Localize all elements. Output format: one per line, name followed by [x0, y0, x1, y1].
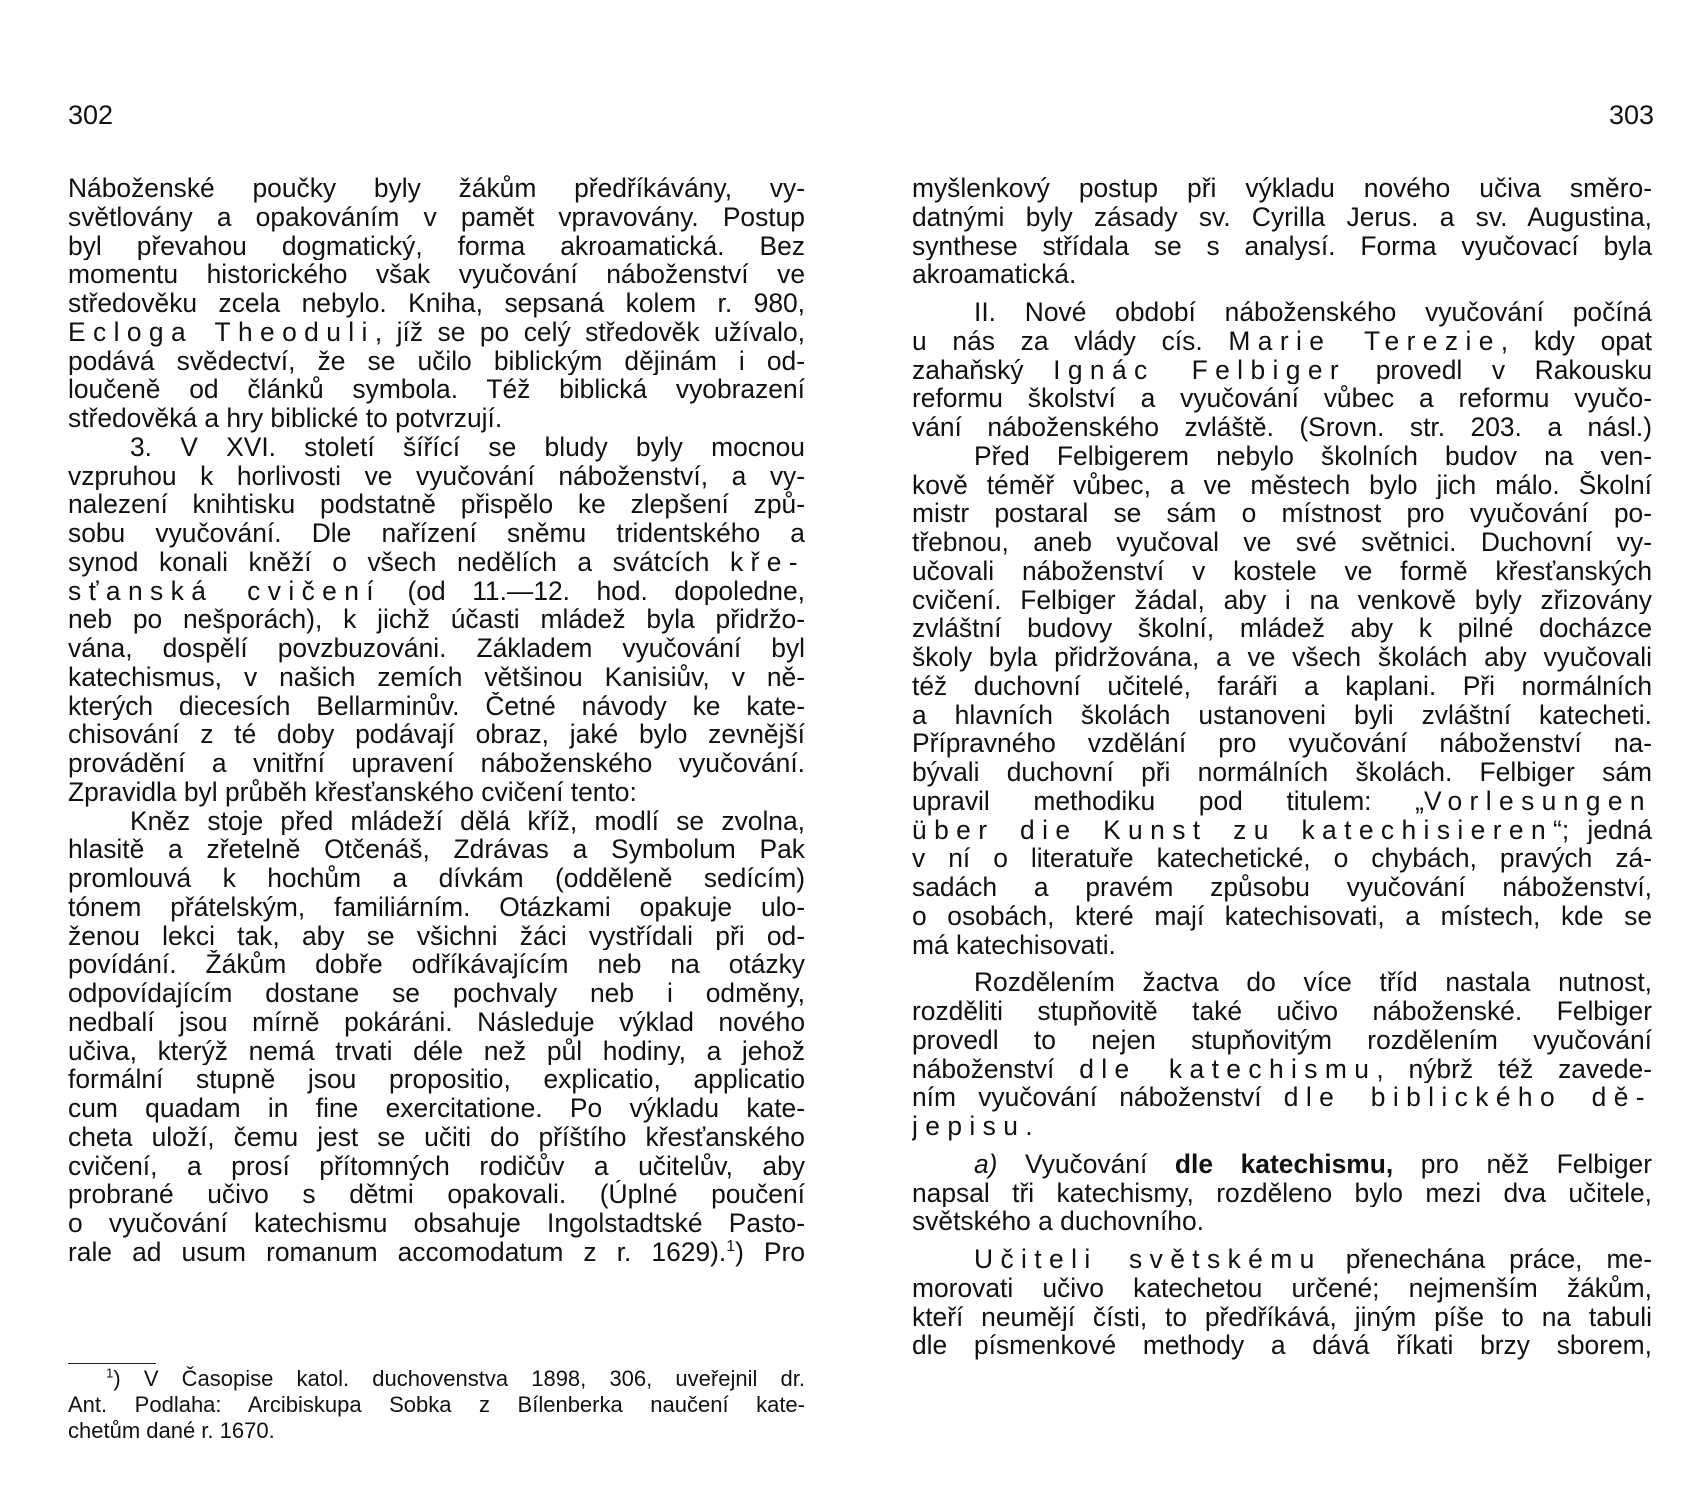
text-run: ženou lekci tak, aby se všichni žáci vystřídali při od-	[68, 921, 805, 951]
text-line	[68, 634, 805, 663]
text-line	[68, 433, 805, 462]
text-line	[68, 548, 805, 577]
text-line	[912, 968, 1652, 997]
text-line	[68, 720, 805, 749]
text-run: katechismus, v našich zemích většinou Kanisiův, v ně-	[68, 662, 805, 692]
spaced-text: kře-	[729, 547, 805, 577]
text-run: a hlavních školách ustanoveni byli zvláštní katecheti.	[912, 700, 1652, 730]
text-line	[68, 692, 805, 721]
text-run: dle katechismu,	[1174, 1149, 1394, 1179]
text-run: tónem přátelským, familiárním. Otázkami opakuje ulo-	[68, 892, 805, 922]
text-run: bývali duchovní při normálních školách. Felbiger sám	[912, 758, 1652, 787]
text-run: odpovídajícím dostane se pochvaly neb i odměny,	[68, 979, 805, 1008]
text-run: , nýbrž též zavede-	[1376, 1054, 1652, 1084]
text-line	[68, 1180, 805, 1209]
text-run: akroamatická.	[912, 260, 1077, 289]
text-run: Rozdělením žactva do více tříd nastala nutnost,	[974, 968, 1652, 997]
text-line	[912, 1150, 1652, 1179]
text-run: rale ad usum romanum accomodatum z r. 1629).	[68, 1237, 727, 1267]
text-run: , jíž se po celý středověk užívalo,	[374, 317, 805, 347]
text-run: loučeně od článků symbola. Též biblická vyobrazení	[68, 375, 805, 404]
text-line	[912, 413, 1652, 442]
text-line	[912, 701, 1652, 730]
text-run: byl převahou dogmatický, forma akroamatická. Bez	[68, 231, 805, 261]
text-run: učovali náboženství v kostele ve formě křesťanských	[912, 556, 1652, 586]
text-line	[68, 490, 805, 519]
text-run: středověká a hry biblické to potvrzují.	[68, 404, 503, 433]
text-run: chetům dané r. 1670.	[68, 1418, 275, 1443]
text-line	[912, 787, 1652, 816]
spaced-text: dle katechismu	[1079, 1054, 1377, 1084]
text-line	[912, 298, 1652, 327]
footnote-marker: 1	[106, 1366, 114, 1381]
text-line	[68, 1209, 805, 1238]
text-run: v ní o literatuře katechetické, o chybách, pravých zá-	[912, 844, 1652, 873]
text-line	[68, 404, 805, 433]
text-line	[912, 902, 1652, 931]
text-line	[912, 260, 1652, 289]
text-run: podává svědectví, že se učilo biblickým dějinám i od-	[68, 346, 805, 376]
text-run: školy byla přidržována, a ve všech školách aby vyučovali	[912, 643, 1652, 672]
text-line	[912, 499, 1652, 528]
text-line	[912, 1179, 1652, 1208]
spaced-text: sťanská cvičení	[68, 576, 382, 606]
text-line	[68, 1008, 805, 1037]
paragraph-gap	[912, 289, 1652, 298]
text-line	[912, 729, 1652, 758]
text-run: mistr postaral se sám o místnost pro vyučování po-	[912, 499, 1652, 528]
text-line	[68, 232, 805, 261]
text-run: hlasitě a zřetelně Otčenáš, Zdrávas a Symbolum Pak	[68, 835, 805, 864]
text-run: povídání. Žákům dobře odříkávajícím neb na otázky	[68, 950, 805, 979]
text-line	[912, 672, 1652, 701]
text-run: u nás za vlády cís.	[912, 326, 1229, 356]
text-run: učiva, kterýž nemá trvati déle než půl hodiny, a jehož	[68, 1036, 805, 1066]
text-line	[912, 232, 1652, 261]
text-line	[68, 1238, 805, 1267]
text-run: morovati učivo katechetou určené; nejmenším žákům,	[912, 1273, 1652, 1303]
paragraph-gap	[912, 1236, 1652, 1245]
text-line	[68, 203, 805, 232]
text-run: cum quadam in fine exercitatione. Po výkladu kate-	[68, 1094, 805, 1123]
text-run: středověku zcela nebylo. Kniha, sepsaná kolem r. 980,	[68, 289, 805, 318]
text-line	[68, 807, 805, 836]
text-line	[68, 922, 805, 951]
text-run: promlouvá k hochům a dívkám (odděleně sedícím)	[68, 864, 805, 893]
text-run: sobu vyučování. Dle nařízení sněmu tridentského a	[68, 519, 805, 548]
text-run: napsal tři katechismy, rozděleno bylo mezi dva učitele,	[912, 1178, 1652, 1208]
text-line	[912, 471, 1652, 500]
text-line	[912, 174, 1652, 203]
spaced-text: Vorlesungen	[1423, 786, 1652, 816]
text-run: nalezení knihtisku podstatně přispělo ke zlepšení způ-	[68, 490, 805, 519]
footnote-rule	[68, 1363, 156, 1364]
footnote-marker: 1	[726, 1237, 736, 1255]
text-line	[68, 462, 805, 491]
text-line	[68, 1037, 805, 1066]
text-run: dle písmenkové methody a dává říkati brzy sborem,	[912, 1331, 1652, 1360]
text-run: .	[1025, 1112, 1033, 1141]
text-line	[912, 1055, 1652, 1084]
text-line	[68, 835, 805, 864]
text-line	[912, 1274, 1652, 1303]
text-run: Náboženské poučky byly žákům předříkávány, vy-	[68, 174, 805, 203]
text-line	[68, 289, 805, 318]
text-run: synod konali kněží o všech nedělích a svátcích	[68, 547, 730, 577]
text-run: myšlenkový postup při výkladu nového učiva směro-	[912, 174, 1652, 203]
text-line	[912, 997, 1652, 1026]
text-run: formální stupně jsou propositio, explicatio, applicatio	[68, 1065, 805, 1094]
text-run: Přípravného vzdělání pro vyučování náboženství na-	[912, 729, 1652, 758]
text-run: probrané učivo s dětmi opakovali. (Úplné poučení	[68, 1180, 805, 1209]
text-line	[912, 873, 1652, 902]
text-run: synthese střídala se s analysí. Forma vyučovací byla	[912, 231, 1652, 261]
text-line	[68, 605, 805, 634]
text-run: o vyučování katechismu obsahuje Ingolstadtské Pasto-	[68, 1209, 805, 1238]
footnote	[68, 1366, 805, 1444]
text-run: náboženství	[912, 1054, 1080, 1084]
text-line	[912, 384, 1652, 413]
text-run: též duchovní učitelé, faráři a kaplani. Při normálních	[912, 671, 1652, 701]
text-run: zvláštní budovy školní, mládež aby k pilné docházce	[912, 614, 1652, 643]
text-run: Zpravidla byl průběh křesťanského cvičení tento:	[68, 777, 637, 807]
text-run: ním vyučování náboženství	[912, 1083, 1284, 1112]
text-line	[68, 979, 805, 1008]
text-line	[68, 950, 805, 979]
spaced-text: Ignác Felbiger	[1053, 355, 1347, 385]
text-run: provádění a vnitřní upravení náboženského vyučování.	[68, 749, 805, 778]
text-line	[68, 1418, 805, 1444]
text-run: světského a duchovního.	[912, 1207, 1204, 1236]
text-line	[912, 528, 1652, 557]
text-line	[68, 864, 805, 893]
text-line	[68, 375, 805, 404]
text-line	[912, 816, 1652, 845]
text-line	[912, 557, 1652, 586]
text-line	[912, 643, 1652, 672]
text-line	[912, 844, 1652, 873]
text-line	[912, 1207, 1652, 1236]
text-run: , kdy opat	[1500, 326, 1652, 356]
text-line	[912, 1331, 1652, 1360]
text-run: upravil methodiku pod titulem: „	[912, 786, 1424, 816]
text-run: datnými byly zásady sv. Cyrilla Jerus. a sv. Augustina,	[912, 202, 1652, 232]
text-run: cvičení. Felbiger žádal, aby i na venkově byly zřizovány	[912, 585, 1652, 615]
text-run: 3. V XVI. století šířící se bludy byly mocnou	[130, 432, 805, 462]
text-line	[912, 1245, 1652, 1274]
text-run: ) Pro	[735, 1237, 805, 1267]
text-run: kterých diecesích Bellarminův. Četné návody ke kate-	[68, 691, 805, 721]
text-run: reformu školství a vyučování vůbec a reformu vyučo-	[912, 384, 1652, 413]
text-line	[912, 586, 1652, 615]
text-line	[68, 778, 805, 807]
text-run: provedl to nejen stupňovitým rozdělením vyučování	[912, 1025, 1652, 1055]
text-run: a)	[974, 1149, 998, 1179]
left-page-text	[68, 174, 805, 1267]
text-line	[912, 931, 1652, 960]
text-run: ) V Časopise katol. duchovenstva 1898, 306, uveřejnil dr.	[113, 1366, 805, 1391]
text-line	[68, 663, 805, 692]
text-run: kteří neumějí čísti, to předříkává, jiným píše to na tabuli	[912, 1302, 1652, 1332]
text-run: Ant. Podlaha: Arcibiskupa Sobka z Bílenberka naučení kate-	[68, 1392, 805, 1417]
text-run: kově téměř vůbec, a ve městech bylo jich málo. Školní	[912, 470, 1652, 500]
text-line	[912, 614, 1652, 643]
text-run: přenechána práce, me-	[1321, 1245, 1652, 1274]
text-run: cheta uloží, čemu jest se učiti do příštího křesťanského	[68, 1122, 805, 1152]
text-line	[912, 758, 1652, 787]
text-run: (od 11.—12. hod. dopoledne,	[381, 576, 805, 606]
page-number-left: 302	[68, 100, 114, 130]
text-run: třebnou, aneb vyučoval ve své světnici. Duchovní vy-	[912, 528, 1652, 557]
spaced-text: dle biblického dě-	[1283, 1083, 1652, 1112]
text-line	[912, 203, 1652, 232]
text-line	[912, 327, 1652, 356]
text-line	[68, 749, 805, 778]
text-run: vána, dospělí povzbuzováni. Základem vyučování byl	[68, 634, 805, 663]
text-run: světlovány a opakováním v pamět vpravovány. Postup	[68, 202, 805, 232]
text-line	[68, 318, 805, 347]
text-run: provedl v Rakousku	[1346, 355, 1652, 385]
text-run: pro něž Felbiger	[1393, 1149, 1652, 1179]
text-line	[68, 1094, 805, 1123]
text-run: sadách a pravém způsobu vyučování náboženství,	[912, 873, 1652, 902]
text-line	[68, 519, 805, 548]
text-run: Vyučování	[997, 1149, 1175, 1179]
text-run: Před Felbigerem nebylo školních budov na ven-	[974, 441, 1652, 471]
text-line	[912, 1112, 1652, 1141]
text-line	[68, 1152, 805, 1181]
text-line	[68, 893, 805, 922]
text-line	[68, 347, 805, 376]
paragraph-gap	[912, 1141, 1652, 1150]
spaced-text: Marie Terezie	[1228, 326, 1501, 356]
spaced-text: jepisu	[912, 1112, 1026, 1141]
text-line	[912, 1083, 1652, 1112]
text-line	[68, 1123, 805, 1152]
text-run: nedbalí jsou mírně pokáráni. Následuje výklad nového	[68, 1007, 805, 1037]
text-line	[68, 1366, 805, 1392]
page-number-right: 303	[1608, 100, 1654, 130]
text-line	[68, 260, 805, 289]
text-run: neb po nešporách), k jichž účasti mládež byla přidržo-	[68, 605, 805, 634]
text-run: zahaňský	[912, 355, 1054, 385]
text-line	[68, 1392, 805, 1418]
right-page-text	[912, 174, 1652, 1360]
text-run: vání náboženského zvláště. (Srovn. str. 203. a násl.)	[912, 413, 1652, 442]
text-run: chisování z té doby podávají obraz, jaké bylo zevnější	[68, 720, 805, 749]
spaced-text: Učiteli světskému	[974, 1245, 1322, 1274]
paragraph-gap	[912, 959, 1652, 968]
text-run: rozděliti stupňovitě také učivo náboženské. Felbiger	[912, 997, 1652, 1026]
text-line	[912, 356, 1652, 385]
spaced-text: über die Kunst zu katechisieren	[912, 815, 1554, 845]
text-line	[68, 174, 805, 203]
spaced-text: Ecloga Theoduli	[68, 317, 375, 347]
text-line	[912, 442, 1652, 471]
text-run: II. Nové období náboženského vyučování počíná	[974, 298, 1652, 327]
text-run: momentu historického však vyučování náboženství ve	[68, 260, 805, 289]
text-run: o osobách, které mají katechisovati, a místech, kde se	[912, 901, 1652, 931]
text-run: “; jedná	[1553, 815, 1652, 845]
text-run: cvičení, a prosí přítomných rodičův a učitelův, aby	[68, 1151, 805, 1181]
text-line	[912, 1026, 1652, 1055]
text-line	[68, 1065, 805, 1094]
text-run: má katechisovati.	[912, 930, 1116, 960]
text-line	[912, 1303, 1652, 1332]
text-line	[68, 577, 805, 606]
text-run: Kněz stoje před mládeží dělá kříž, modlí se zvolna,	[130, 806, 805, 836]
text-run: vzpruhou k horlivosti ve vyučování náboženství, a vy-	[68, 461, 805, 491]
